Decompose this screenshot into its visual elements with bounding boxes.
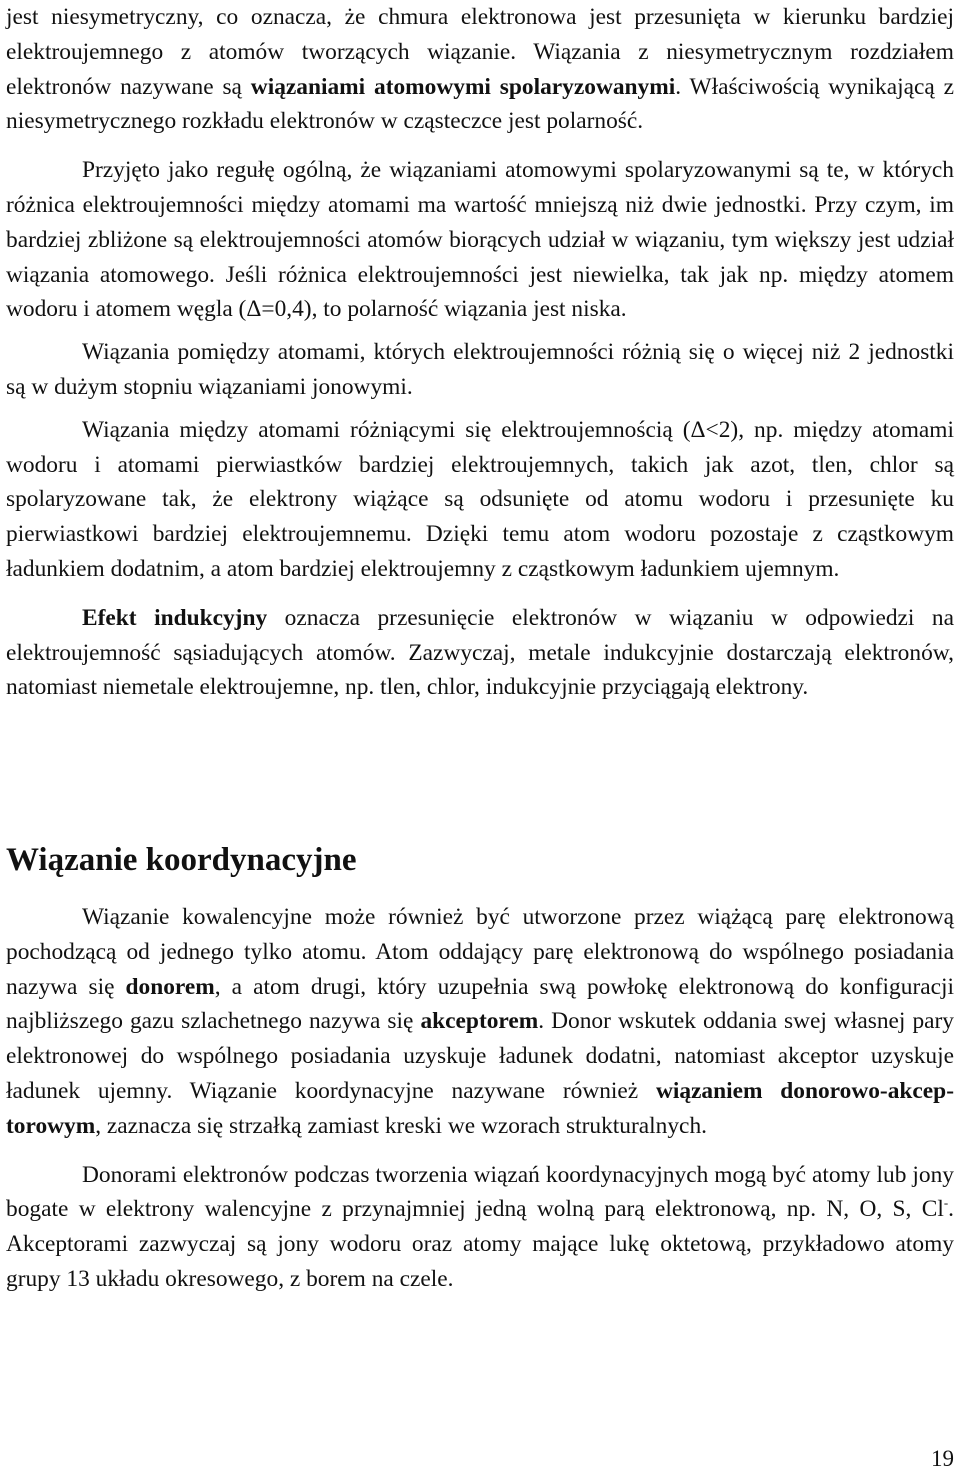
bold-term: donorem bbox=[125, 973, 215, 1000]
text-run: Wiązania między atomami różniącymi się elektroujemnością (Δ<2), np. między atomami wodoru i atomami pierwiastków bardziej elektroujemnych, takich jak azot, tlen, chlor są spolaryzowane tak, że elektrony wiążące są odsunięte od atomu wodoru i przesunięte ku pierwiastkowi bardziej elektroujemnemu. Dzięki temu atom wodoru pozostaje z cząstkowym ładunkiem dodatnim, a atom bardziej elektroujemny z cząstkowym ładunkiem ujemnym. bbox=[6, 416, 954, 582]
paragraph-coordinate-bond bbox=[6, 900, 954, 1144]
superscript: - bbox=[943, 1196, 949, 1211]
text-run: . Właściwością wynikającą z niesymetrycznego rozkładu elektronów w cząsteczce jest polarność. bbox=[6, 73, 955, 135]
bold-term: wiązaniami atomowymi spolaryzowanymi bbox=[250, 73, 676, 100]
text-run: . Donor wskutek oddania swej własnej pary elektronowej do wspólnego posiadania uzyskuje ładunek dodatni, natomiast akceptor uzyskuje ładunek ujemny. Wiązanie koordynacyjne nazywane również bbox=[6, 1008, 955, 1104]
document-page bbox=[6, 0, 955, 1292]
text-run: jest niesymetryczny, co oznacza, że chmura elektronowa jest przesunięta w kierunku bardziej elektroujemnego z atomów tworzących wiązanie. Wiązania z niesymetrycznym rozdziałem elektronów nazywane są bbox=[6, 4, 954, 100]
paragraph-inductive-effect bbox=[6, 601, 954, 705]
section-heading: Wiązanie koordynacyjne bbox=[6, 842, 357, 878]
page-number: 19 bbox=[931, 1446, 954, 1471]
text-run: Wiązania pomiędzy atomami, których elektroujemności różnią się o więcej niż 2 jednostki są w dużym stopniu wiązaniami jonowymi. bbox=[6, 339, 954, 400]
text-run: , a atom drugi, który uzupełnia swą powłokę elektronową do konfiguracji najbliższego gazu szlachetnego nazywa się bbox=[6, 973, 954, 1035]
bold-term: Efekt indukcyjny bbox=[82, 604, 268, 631]
paragraph-hydrogen-bonds bbox=[6, 413, 954, 587]
text-block-bottom bbox=[6, 900, 954, 1297]
text-run: Wiązanie kowalencyjne może również być utworzone przez wiążącą parę elektronową pochodzącą od jednego tylko atomu. Atom oddający parę elektronową do wspólnego posiadania nazywa się bbox=[6, 904, 954, 1000]
bold-term: akceptorem bbox=[420, 1008, 539, 1035]
text-run: , zaznacza się strzałką zamiast kreski we wzorach strukturalnych. bbox=[95, 1112, 707, 1139]
text-run: Donorami elektronów podczas tworzenia wiązań koordynacyjnych mogą być atomy lub jony bogate w elektrony walencyjne z przynajmniej jedną wolną parą elektronową, np. N, O, S, Cl bbox=[6, 1161, 954, 1223]
text-block-top bbox=[6, 0, 954, 705]
text-run: Przyjęto jako regułę ogólną, że wiązaniami atomowymi spolaryzowanymi są te, w których różnica elektroujemności między atomami ma wartość mniejszą niż dwie jednostki. Przy czym, im bardziej zbliżone są elektroujemności atomów biorących udział w wiązaniu, tym większy jest udział wiązania atomowego. Jeśli różnica elektroujemności jest niewielka, tak jak np. między atomem wodoru i atomem węgla (Δ=0,4), to polarność wiązania jest niska. bbox=[6, 157, 954, 323]
paragraph-ionic-bonds bbox=[6, 335, 954, 405]
paragraph-donors-acceptors bbox=[6, 1158, 954, 1297]
bold-term: wiązaniem donorowo-akceptorowym bbox=[6, 1077, 954, 1139]
text-run: oznacza przesunięcie elektronów w wiązaniu w odpowiedzi na elektroujemność sąsiadujących atomów. Zazwyczaj, metale indukcyjnie dostarczają elektronów, natomiast niemetale elektroujemne, np. tlen, chlor, indukcyjnie przyciągają elektrony. bbox=[6, 604, 955, 701]
paragraph-polar-bonds-cont bbox=[6, 0, 954, 139]
text-run: . Akceptorami zazwyczaj są jony wodoru oraz atomy mające lukę oktetową, przykładowo atomy grupy 13 układu okresowego, z borem na czele. bbox=[6, 1196, 954, 1292]
paragraph-general-rule bbox=[6, 153, 954, 327]
